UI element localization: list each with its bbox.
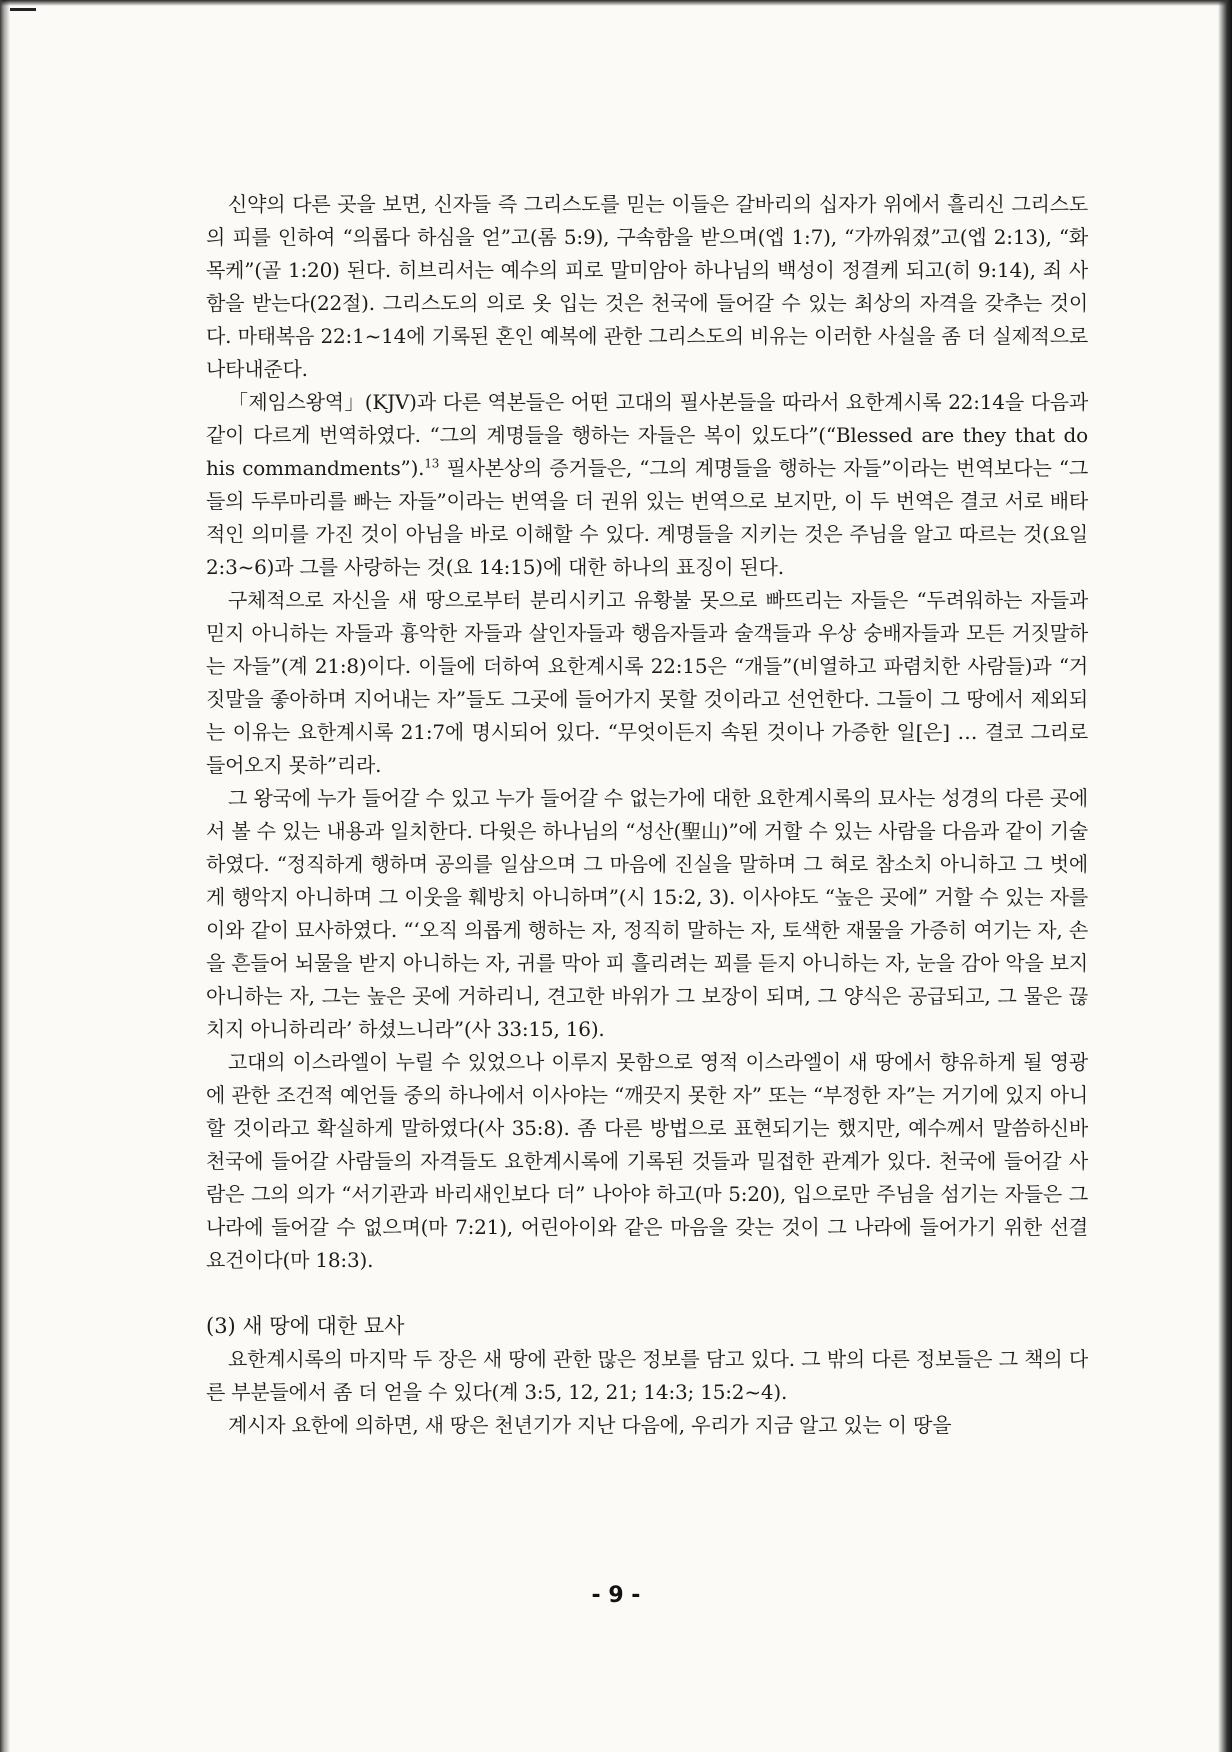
paragraph-2-continuation: 필사본상의 증거들은, “그의 계명들을 행하는 자들”이라는 번역보다는 “그들의 두루마리를 빠는 자들”이라는 번역을 더 권위 있는 번역으로 보지만, 이 두 번역은 결코 서로 배타적인 의미를 가진 것이 아님을 바로 이해할 수 있다. 계명들을 지키는 것은 주님을 알고 따르는 것(요일 2:3~6)과 그를 사랑하는 것(요 14:15)에 대한 하나의 표징이 된다. bbox=[206, 456, 1088, 579]
scan-edge-right bbox=[1218, 0, 1232, 1752]
paragraph-2-text: 「제임스왕역」(KJV)과 다른 역본들은 어떤 고대의 필사본들을 따라서 요한계시록 22:14을 다음과 같이 다르게 번역하였다. “그의 계명들을 행하는 자들은 복이 있도다”(“Blessed are they that do his commandments”). bbox=[206, 390, 1088, 480]
page-body bbox=[206, 188, 1088, 1442]
section-paragraph-1: 요한계시록의 마지막 두 장은 새 땅에 관한 많은 정보를 담고 있다. 그 밖의 다른 정보들은 그 책의 다른 부분들에서 좀 더 얻을 수 있다(계 3:5, 12, 21; 14:3; 15:2~4). bbox=[206, 1347, 1088, 1404]
scan-mark bbox=[10, 8, 36, 11]
section-paragraph-2: 계시자 요한에 의하면, 새 땅은 천년기가 지난 다음에, 우리가 지금 알고 있는 이 땅을 bbox=[228, 1413, 952, 1437]
page-number: - 9 - bbox=[591, 1583, 641, 1608]
paragraph-1: 신약의 다른 곳을 보면, 신자들 즉 그리스도를 믿는 이들은 갈바리의 십자가 위에서 흘리신 그리스도의 피를 인하여 “의롭다 하심을 얻”고(롬 5:9), 구속함을 받으며(엡 1:7), “가까워졌”고(엡 2:13), “화목케”(골 1:20) 된다. 히브리서는 예수의 피로 말미암아 하나님의 백성이 정결케 되고(히 9:14), 죄 사함을 받는다(22절). 그리스도의 의로 옷 입는 것은 천국에 들어갈 수 있는 최상의 자격을 갖추는 것이다. 마태복음 22:1~14에 기록된 혼인 예복에 관한 그리스도의 비유는 이러한 사실을 좀 더 실제적으로 나타내준다. bbox=[206, 192, 1088, 381]
paragraph-5: 고대의 이스라엘이 누릴 수 있었으나 이루지 못함으로 영적 이스라엘이 새 땅에서 향유하게 될 영광에 관한 조건적 예언들 중의 하나에서 이사야는 “깨끗지 못한 자” 또는 “부정한 자”는 거기에 있지 아니할 것이라고 확실하게 말하였다(사 35:8). 좀 다른 방법으로 표현되기는 했지만, 예수께서 말씀하신바 천국에 들어갈 사람들의 자격들도 요한계시록에 기록된 것들과 밀접한 관계가 있다. 천국에 들어갈 사람은 그의 의가 “서기관과 바리새인보다 더” 나아야 하고(마 5:20), 입으로만 주님을 섬기는 자들은 그 나라에 들어갈 수 없으며(마 7:21), 어린아이와 같은 마음을 갖는 것이 그 나라에 들어가기 위한 선결 요건이다(마 18:3). bbox=[206, 1050, 1088, 1272]
paragraph-2 bbox=[206, 386, 1088, 584]
footnote-mark: 13 bbox=[424, 456, 440, 471]
section-heading: (3) 새 땅에 대한 묘사 bbox=[206, 1314, 405, 1338]
scan-edge-top bbox=[0, 0, 1232, 6]
scan-edge-left bbox=[0, 0, 10, 1752]
paragraph-4: 그 왕국에 누가 들어갈 수 있고 누가 들어갈 수 없는가에 대한 요한계시록의 묘사는 성경의 다른 곳에서 볼 수 있는 내용과 일치한다. 다윗은 하나님의 “성산(聖山)”에 거할 수 있는 사람을 다음과 같이 기술하였다. “정직하게 행하며 공의를 일삼으며 그 마음에 진실을 말하며 그 혀로 참소치 아니하고 그 벗에게 행악지 아니하며 그 이웃을 훼방치 아니하며”(시 15:2, 3). 이사야도 “높은 곳에” 거할 수 있는 자를 이와 같이 묘사하였다. “‘오직 의롭게 행하는 자, 정직히 말하는 자, 토색한 재물을 가증히 여기는 자, 손을 흔들어 뇌물을 받지 아니하는 자, 귀를 막아 피 흘리려는 꾀를 듣지 아니하는 자, 눈을 감아 악을 보지 아니하는 자, 그는 높은 곳에 거하리니, 견고한 바위가 그 보장이 되며, 그 양식은 공급되고, 그 물은 끊치지 아니하리라’ 하셨느니라”(사 33:15, 16). bbox=[206, 786, 1089, 1041]
paragraph-3: 구체적으로 자신을 새 땅으로부터 분리시키고 유황불 못으로 빠뜨리는 자들은 “두려워하는 자들과 믿지 아니하는 자들과 흉악한 자들과 살인자들과 행음자들과 술객들과 우상 숭배자들과 모든 거짓말하는 자들”(계 21:8)이다. 이들에 더하여 요한계시록 22:15은 “개들”(비열하고 파렴치한 사람들)과 “거짓말을 좋아하며 지어내는 자”들도 그곳에 들어가지 못할 것이라고 선언한다. 그들이 그 땅에서 제외되는 이유는 요한계시록 21:7에 명시되어 있다. “무엇이든지 속된 것이나 가증한 일[은] … 결코 그리로 들어오지 못하”리라. bbox=[206, 588, 1088, 777]
